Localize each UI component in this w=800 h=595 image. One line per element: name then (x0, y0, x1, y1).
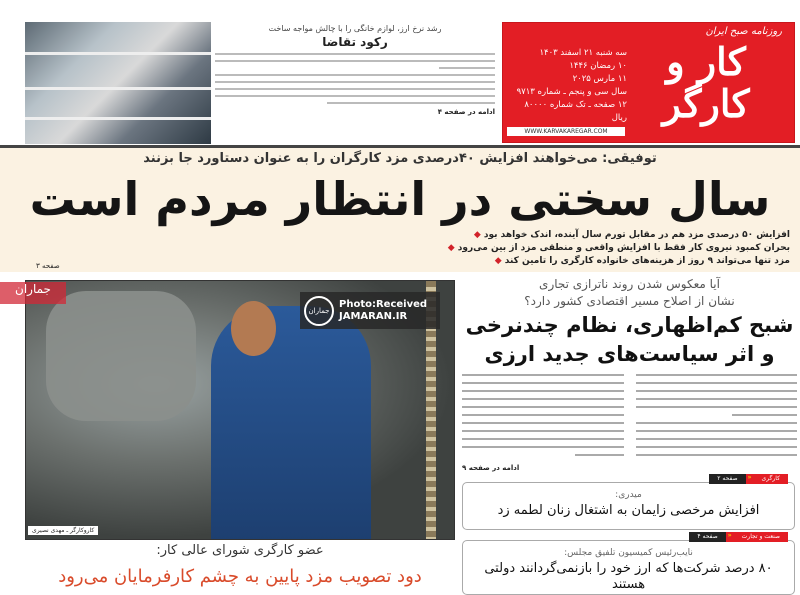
issue-line: ۱۰ رمضان ۱۴۴۶ (569, 61, 627, 71)
chevron-icon: « (746, 474, 754, 484)
teaser-headline[interactable]: افزایش مرخصی زایمان به اشتغال زنان لطمه زد (497, 503, 760, 518)
trade-kicker: آیا معکوس شدن روند ناترازی تجاری (539, 277, 720, 291)
website-url[interactable]: WWW.KARVAKAREGAR.COM (507, 127, 625, 136)
trade-kicker: نشان از اصلاح مسیر اقتصادی کشور دارد؟ (524, 294, 735, 308)
masthead-logo: کار و کارگر (662, 39, 750, 126)
chevron-icon: « (726, 532, 734, 542)
jamaran-logo-icon: جماران (304, 296, 334, 326)
photo-credit: کاروکارگر ـ مهدی نصیری (28, 526, 98, 535)
watermark-side-label: جماران (0, 282, 66, 304)
issue-info (509, 47, 627, 125)
top-story-continued: ادامه در صفحه ۴ (437, 108, 495, 116)
lead-bullet: افزایش ۵۰ درصدی مزد هم در مقابل تورم سال آینده، اندک خواهد بود ◆ (448, 229, 790, 242)
section-label: صنعت و تجارت (734, 532, 788, 542)
teaser-box[interactable] (462, 532, 795, 595)
trade-story (462, 276, 797, 462)
masthead (502, 22, 795, 143)
lead-bullet: مزد تنها می‌تواند ۹ روز از هزینه‌های خانواده کارگری را تامین کند ◆ (448, 255, 790, 268)
section-tag (709, 474, 788, 484)
issue-line: ۱۱ مارس ۲۰۲۵ (572, 74, 627, 84)
watermark (300, 292, 440, 329)
top-story-kicker: رشد نرخ ارز، لوازم خانگی را با چالش مواجه ساخت (268, 24, 442, 33)
top-story-photo (25, 22, 211, 144)
teaser-kicker: میدری: (615, 490, 642, 500)
trade-headline[interactable]: و اثر سیاست‌های جدید ارزی (484, 342, 775, 366)
lead-page-ref: صفحه ۳ (36, 262, 60, 270)
watermark-line2: JAMARAN.IR (339, 310, 408, 322)
teaser-headline[interactable]: ۸۰ درصد شرکت‌ها که ارز خود را بازنمی‌گردانند دولتی هستند (484, 561, 773, 592)
teaser-kicker: نایب‌رئیس کمیسیون تلفیق مجلس: (564, 548, 693, 558)
top-story (215, 24, 495, 116)
photo-story-headline[interactable]: دود تصویب مزد پایین به چشم کارفرمایان می‌رود (58, 566, 422, 587)
watermark-line1: Photo:Received (339, 298, 428, 310)
lead-kicker: توفیقی: می‌خواهند افزایش ۴۰درصدی مزد کارگران را به عنوان دستاورد جا بزنند (143, 151, 657, 166)
trade-headline[interactable]: شبح کم‌اظهاری، نظام چندنرخی (465, 313, 794, 337)
trade-continued: ادامه در صفحه ۹ (462, 464, 520, 472)
page-label: صفحه ۴ (689, 532, 725, 542)
section-tag (689, 532, 788, 542)
issue-line: ۱۲ صفحه ـ تک شماره ۸۰۰۰۰ ریال (524, 100, 627, 123)
photo-story-kicker: عضو کارگری شورای عالی کار: (156, 543, 324, 558)
lead-bullet: بحران کمبود نیروی کار فقط با افزایش واقعی و منطقی مزد از بین می‌رود ◆ (448, 242, 790, 255)
worker-head-shape (231, 301, 276, 356)
trade-body (462, 374, 797, 462)
top-story-body (215, 53, 495, 104)
machine-shape (46, 291, 196, 421)
issue-line: سال سی و پنجم ـ شماره ۹۷۱۳ (516, 87, 627, 97)
page-label: صفحه ۲ (709, 474, 745, 484)
masthead-tagline: روزنامه صبح ایران (705, 26, 782, 37)
top-story-headline[interactable]: رکود تقاضا (322, 35, 388, 49)
teaser-box[interactable] (462, 474, 795, 530)
section-label: کارگری (754, 474, 788, 484)
lead-headline[interactable]: سال سختی در انتظار مردم است (29, 172, 771, 226)
issue-line: سه شنبه ۲۱ اسفند ۱۴۰۳ (539, 48, 627, 58)
lead-bullets (448, 229, 790, 268)
